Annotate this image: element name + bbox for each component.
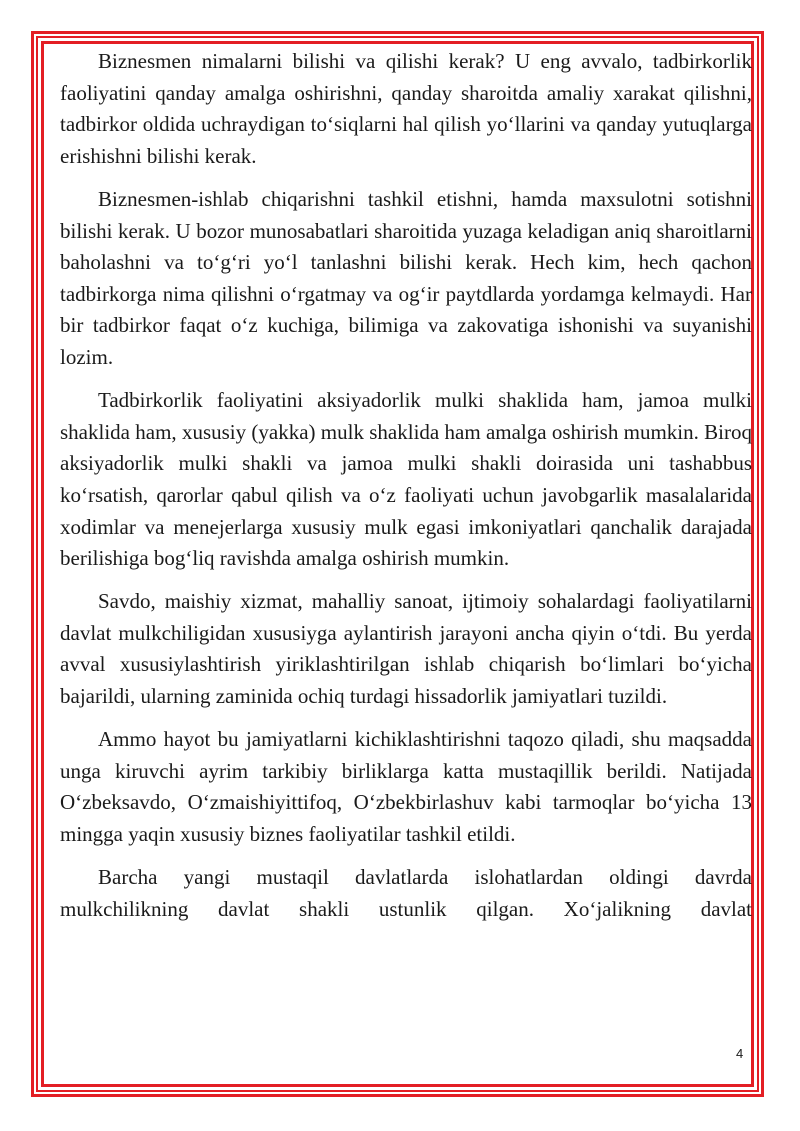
paragraph-6: Barcha yangi mustaqil davlatlarda islohatlardan oldingi davrda mulkchilikning davlat shakli ustunlik qilgan. Xo‘jalikning davlat xyxy=(60,865,752,921)
paragraph-5: Ammo hayot bu jamiyatlarni kichiklashtirishni taqozo qiladi, shu maqsadda unga kiruvchi ayrim tarkibiy birliklarga katta mustaqillik berildi. Natijada O‘zbeksavdo, O‘zmaishiyittifoq, O‘zbekbirlashuv kabi tarmoqlar bo‘yicha 13 mingga yaqin xususiy biznes faoliyatilar tashkil etildi. xyxy=(60,727,752,847)
paragraph-4: Savdo, maishiy xizmat, mahalliy sanoat, ijtimoiy sohalardagi faoliyatilarni davlat mulkchiligidan xususiyga aylantirish jarayoni ancha qiyin o‘tdi. Bu yerda avval xususiylashtirish yiriklashtirilgan ishlab chiqarish bo‘limlari bo‘yicha bajarildi, ularning zaminida ochiq turdagi hissadorlik jamiyatlari tuzildi. xyxy=(60,589,752,709)
document-body xyxy=(60,46,752,937)
paragraph-1: Biznesmen nimalarni bilishi va qilishi kerak? U eng avvalo, tadbirkorlik faoliyatini qanday amalga oshirishni, qanday sharoitda amaliy xarakat qilishni, tadbirkor oldida uchraydigan to‘siqlarni hal qilish yo‘llarini va qanday yutuqlarga erishishni bilishi kerak. xyxy=(60,49,752,168)
paragraph-3: Tadbirkorlik faoliyatini aksiyadorlik mulki shaklida ham, jamoa mulki shaklida ham, xususiy (yakka) mulk shaklida ham amalga oshirish mumkin. Biroq aksiyadorlik mulki shakli va jamoa mulki shakli doirasida uni tashabbus ko‘rsatish, qarorlar qabul qilish va o‘z faoliyati uchun javobgarlik masalalarida xodimlar va menejerlarga xususiy mulk egasi imkoniyatlari qanchalik darajada berilishiga bog‘liq ravishda amalga oshirish mumkin. xyxy=(60,388,752,571)
page-number: 4 xyxy=(736,1046,744,1061)
paragraph-2: Biznesmen-ishlab chiqarishni tashkil etishni, hamda maxsulotni sotishni bilishi kerak. U bozor munosabatlari sharoitida yuzaga keladigan aniq sharoitlarni baholashni va to‘g‘ri yo‘l tanlashni bilishi kerak. Hech kim, hech qachon tadbirkorga nima qilishni o‘rgatmay va og‘ir paytdlarda yordamga kelmaydi. Har bir tadbirkor faqat o‘z kuchiga, bilimiga va zakovatiga ishonishi va suyanishi lozim. xyxy=(60,186,752,369)
